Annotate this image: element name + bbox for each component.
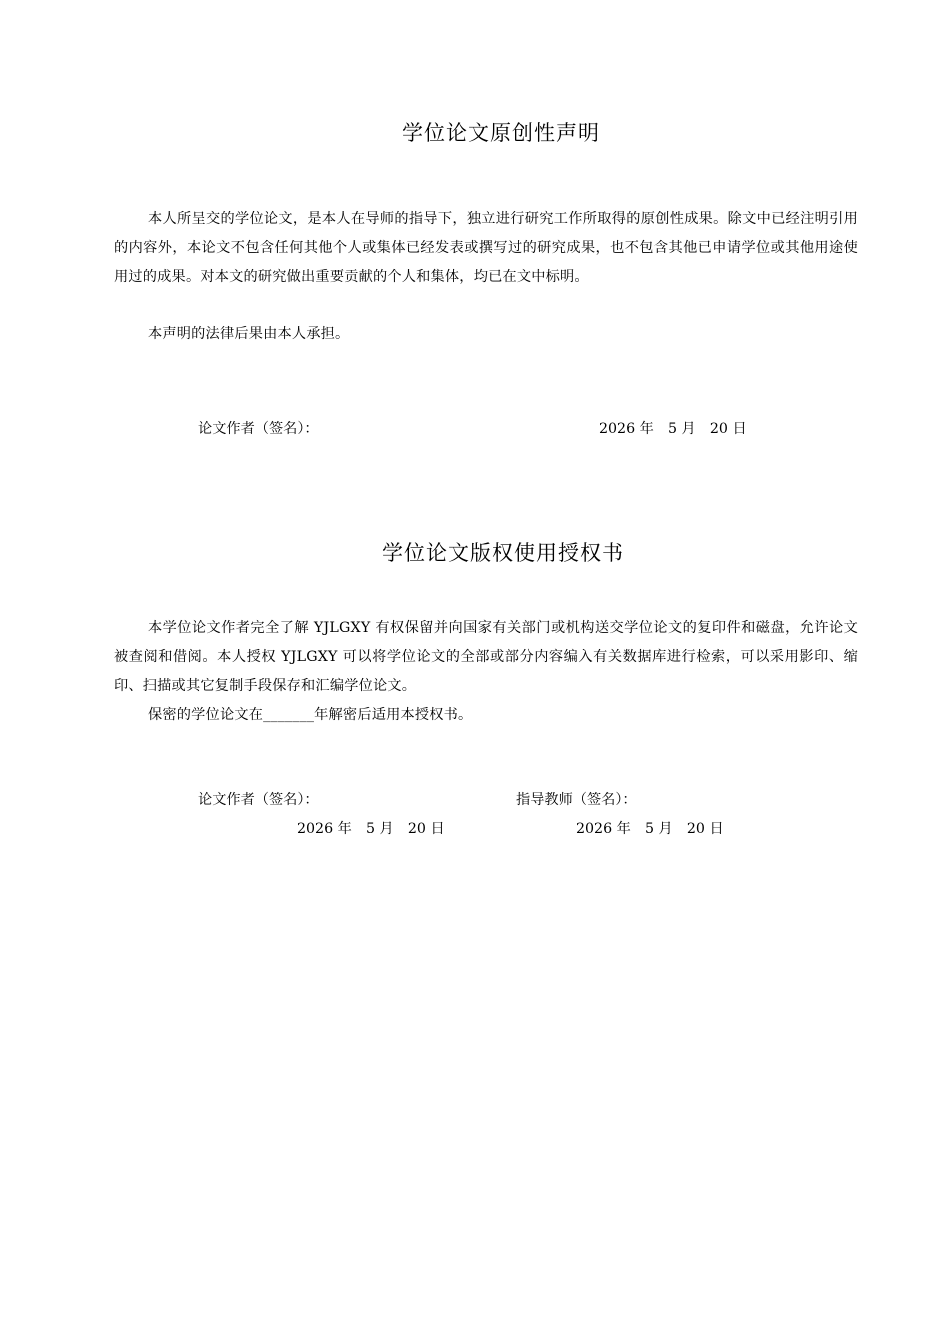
authorization-title: 学位论文版权使用授权书 (382, 541, 624, 565)
originality-paragraph-1: 本人所呈交的学位论文，是本人在导师的指导下，独立进行研究工作所取得的原创性成果。除文中已经注明引用的内容外，本论文不包含任何其他个人或集体已经发表或撰写过的研究成果，也不包含其他已申请学位或其他用途使用过的成果。对本文的研究做出重要贡献的个人和集体，均已在文中标明。 (114, 211, 858, 285)
authorization-author-date: 2026 年 5 月 20 日 (297, 821, 445, 837)
originality-author-signature-label: 论文作者（签名）： (198, 421, 319, 437)
authorization-advisor-signature-label: 指导教师（签名）： (516, 792, 637, 808)
originality-title: 学位论文原创性声明 (402, 121, 600, 145)
authorization-advisor-date: 2026 年 5 月 20 日 (576, 821, 724, 837)
authorization-paragraph-2: 保密的学位论文在_______年解密后适用本授权书。 (148, 707, 473, 723)
originality-paragraph-2: 本声明的法律后果由本人承担。 (148, 326, 350, 342)
originality-date: 2026 年 5 月 20 日 (599, 421, 747, 437)
authorization-author-signature-label: 论文作者（签名）： (198, 792, 319, 808)
authorization-paragraph-1: 本学位论文作者完全了解 YJLGXY 有权保留并向国家有关部门或机构送交学位论文的复印件和磁盘，允许论文被查阅和借阅。本人授权 YJLGXY 可以将学位论文的全部或部分内容编入有关数据库进行检索，可以采用影印、缩印、扫描或其它复制手段保存和汇编学位论文。 (114, 620, 858, 694)
